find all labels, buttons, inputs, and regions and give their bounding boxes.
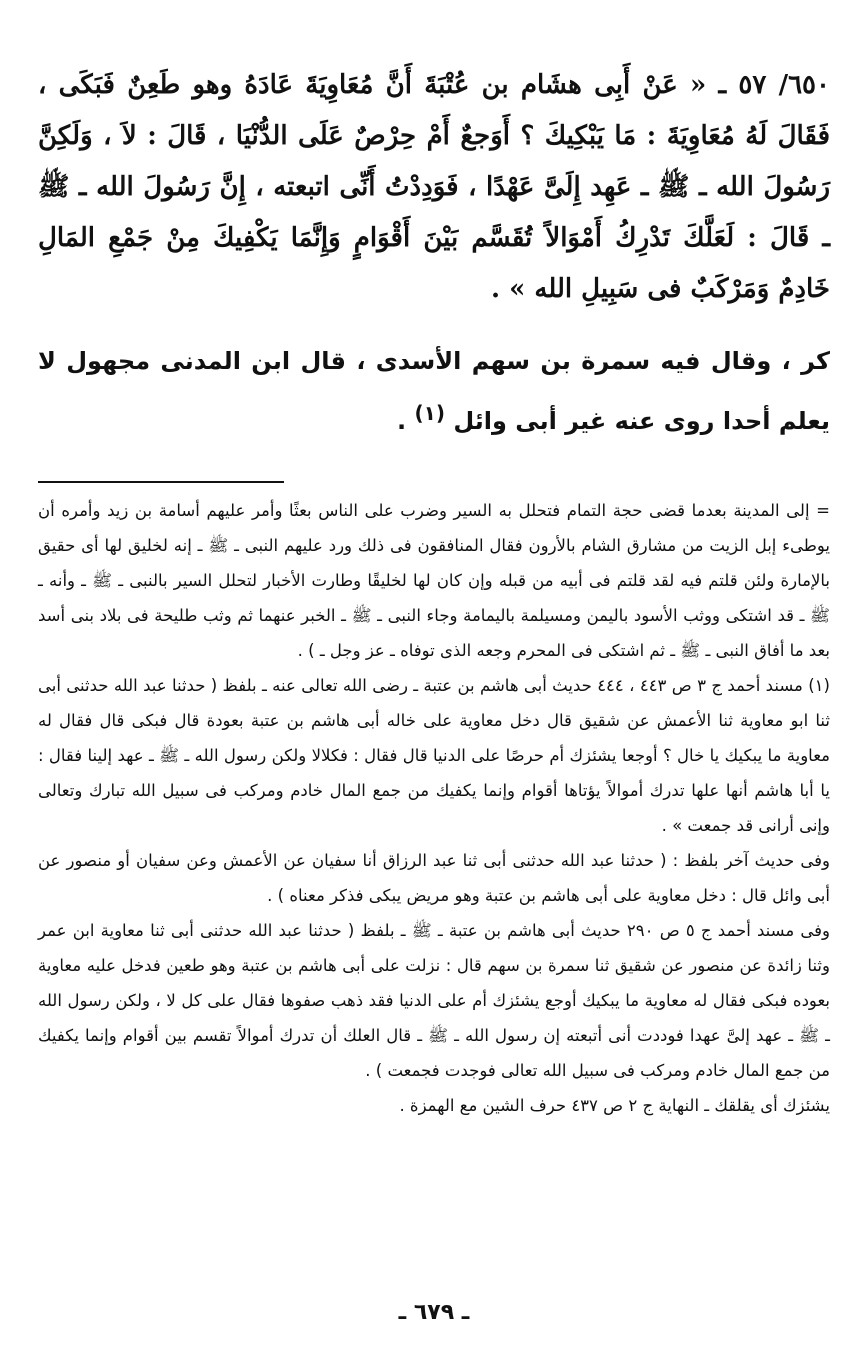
footnote-separator xyxy=(38,481,284,483)
page-content xyxy=(38,60,830,1123)
takhrij-end: . xyxy=(397,407,415,435)
takhrij-body: كر ، وقال فيه سمرة بن سهم الأسدى ، قال ابن المدنى مجهول لا يعلم أحدا روى عنه غير أبى وائل xyxy=(38,347,830,435)
footnote-1-para-3: وفى مسند أحمد ج ٥ ص ٢٩٠ حديث أبى هاشم بن عتبة ـ ﷺ ـ بلفظ ( حدثنا عبد الله حدثنى أبى ثنا معاوية ابن عمر وثنا زائدة عن منصور عن شقيق ثنا سمرة بن سهم قال : نزلت على أبى هاشم بن عتبة وهو طعين فدخل عليه معاوية بعوده فبكى فقال له معاوية ما يبكيك أوجع يشئزك أم على الدنيا فقد ذهب صفوها فقال على كل لا ، ولكن رسول الله ـ ﷺ ـ عهد إلىَّ عهدا فوددت أنى أتبعته إن رسول الله ـ ﷺ ـ قال العلك أن تدرك أموالاً تقسم بين أقوام وإنما يكفيك من جمع المال خادم ومركب فى سبيل الله تعالى فوجدت فجمعت ) . xyxy=(38,921,830,1080)
takhrij-text xyxy=(38,335,830,447)
footnote-1: (١) مسند أحمد ج ٣ ص ٤٤٣ ، ٤٤٤ حديث أبى هاشم بن عتبة ـ رضى الله تعالى عنه ـ بلفظ ( حدثنا عبد الله حدثنى أبى ثنا ابو معاوية ثنا الأعمش عن شقيق قال دخل معاوية على خاله أبى هاشم بن عتبة بعودة قال فبكى قال فقال له معاوية ما يبكيك يا خال ؟ أوجعا يشئزك أم حرصًا على الدنيا قال فقال : فكلالا ولكن رسول الله ـ ﷺ ـ عهد إلينا فقال : يا أبا هاشم أنها علها تدرك أموالاً يؤتاها أقوام وإنما يكفيك من جمع المال خادم ومركب فى سبيل الله تبارك وتعالى وإنى أرانى قد جمعت » . xyxy=(38,676,830,835)
hadith-body: « عَنْ أَبِى هشَام بن عُتْبَةَ أَنَّ مُعَاوِيَةَ عَادَهُ وهو طَعِنٌ فَبَكَى ، فَقَالَ لَهُ مُعَاوِيَةَ : مَا يَبْكِيكَ ؟ أَوَجعٌ أَمْ حِرْصٌ عَلَى الدُّنْيَا ، قَالَ : لاَ ، وَلَكِنَّ رَسُولَ الله ـ ﷺ ـ عَهِد إِلَىَّ عَهْدًا ، فَوَدِدْتُ أَنِّى اتبعته ، إِنَّ رَسُولَ الله ـ ﷺ ـ قَالَ : لَعَلَّكَ تَدْرِكُ أَمْوَالاً تُقَسَّم بَيْنَ أَقْوَامٍ وَإِنَّمَا يَكْفِيكَ مِنْ جَمْعِ المَالِ خَادِمٌ وَمَرْكَبٌ فى سَبِيلِ الله » . xyxy=(38,70,830,304)
footnote-ref-1[interactable]: (١) xyxy=(414,401,446,425)
footnote-1-para-2: وفى حديث آخر بلفظ : ( حدثنا عبد الله حدثنى أبى ثنا عبد الرزاق أنا سفيان عن الأعمش وعن سفيان أو منصور عن أبى وائل قال : دخل معاوية على أبى هاشم بن عتبة وهو مريض يبكى فذكر معناه ) . xyxy=(38,851,830,905)
footnote-1-para-4: يشئزك أى يقلقك ـ النهاية ج ٢ ص ٤٣٧ حرف الشين مع الهمزة . xyxy=(399,1096,830,1115)
hadith-number: ٦٥٠/ ٥٧ ـ xyxy=(718,70,830,100)
footnote-continuation: = إلى المدينة بعدما قضى حجة التمام فتحلل به السير وضرب على الناس بعثًا وأمر عليهم أسامة بن زيد وأمره أن يوطىء إبل الزيت من مشارق الشام بالأرون فقال المنافقون فى ذلك ورد عليهم النبى ـ ﷺ ـ إنه لخليق لها أى حقيق بالإمارة ولئن قلتم فيه لقد قلتم فى أبيه من قبله وإن كان لها لخليقًا وطارت الأخبار لتحلل السير بالنبى ـ ﷺ ـ وأنه ـ ﷺ ـ قد اشتكى ووثب الأسود باليمن ومسيلمة باليمامة وجاء النبى ـ ﷺ ـ الخبر عنهما ثم وثب طليحة فى بلاد بنى أسد بعد ما أفاق النبى ـ ﷺ ـ ثم اشتكى فى المحرم وجعه الذى توفاه ـ عز وجل ـ ) . xyxy=(38,501,830,660)
hadith-text xyxy=(38,60,830,315)
page-number: ـ ٦٧٩ ـ xyxy=(398,1300,470,1325)
